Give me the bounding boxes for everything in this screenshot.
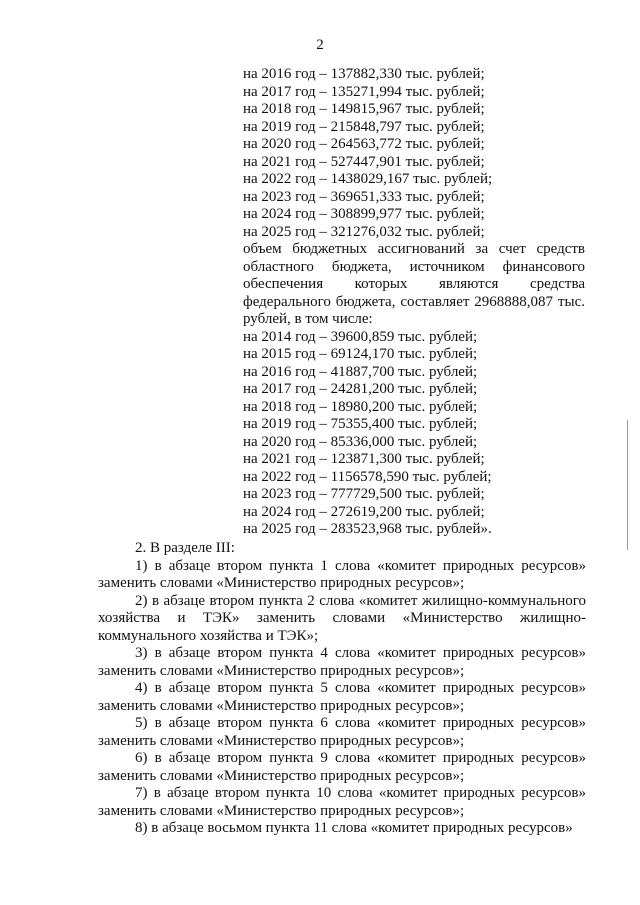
budget-line: на 2020 год – 85336,000 тыс. рублей; [243, 433, 478, 450]
budget-line: на 2023 год – 369651,333 тыс. рублей; [243, 188, 485, 205]
amendment-item: 3) в абзаце втором пункта 4 слова «комитет природных ресурсов» заменить словами «Министерство природных ресурсов»; [98, 645, 586, 679]
scan-margin-line [627, 420, 628, 550]
budget-line: на 2022 год – 1156578,590 тыс. рублей; [243, 468, 492, 485]
budget-line: на 2023 год – 777729,500 тыс. рублей; [243, 486, 485, 502]
amendment-item: 7) в абзаце втором пункта 10 слова «комитет природных ресурсов» заменить словами «Министерство природных ресурсов»; [98, 785, 586, 819]
section-heading: 2. В разделе III: [135, 540, 235, 556]
budget-line: на 2021 год – 123871,300 тыс. рублей; [243, 451, 485, 467]
budget-allocation-list [243, 66, 585, 539]
budget-line: на 2022 год – 1438029,167 тыс. рублей; [243, 171, 493, 187]
budget-line: на 2017 год – 135271,994 тыс. рублей; [243, 83, 485, 100]
budget-line: на 2024 год – 272619,200 тыс. рублей; [243, 503, 485, 520]
budget-line: на 2019 год – 215848,797 тыс. рублей; [243, 118, 485, 135]
amendment-item: 8) в абзаце восьмом пункта 11 слова «комитет природных ресурсов» [135, 820, 573, 836]
budget-line: на 2016 год – 41887,700 тыс. рублей; [243, 363, 478, 380]
amendment-item: 2) в абзаце втором пункта 2 слова «комитет жилищно-коммунального хозяйства и ТЭК» заменить словами «Министерство жилищно-коммунального хозяйства и ТЭК»; [98, 592, 586, 644]
budget-line: на 2014 год – 39600,859 тыс. рублей; [243, 328, 478, 345]
budget-line: на 2018 год – 149815,967 тыс. рублей; [243, 101, 485, 117]
budget-line: на 2025 год – 283523,968 тыс. рублей». [243, 521, 492, 537]
amendment-item: 1) в абзаце втором пункта 1 слова «комитет природных ресурсов» заменить словами «Министерство природных ресурсов»; [98, 557, 586, 591]
budget-line: на 2021 год – 527447,901 тыс. рублей; [243, 153, 485, 170]
budget-line: на 2019 год – 75355,400 тыс. рублей; [243, 416, 478, 432]
budget-line: на 2016 год – 137882,330 тыс. рублей; [243, 66, 485, 82]
budget-line: на 2017 год – 24281,200 тыс. рублей; [243, 381, 478, 397]
amendment-item: 5) в абзаце втором пункта 6 слова «комитет природных ресурсов» заменить словами «Министерство природных ресурсов»; [98, 715, 586, 749]
budget-line: на 2015 год – 69124,170 тыс. рублей; [243, 346, 478, 362]
amendment-item: 6) в абзаце втором пункта 9 слова «комитет природных ресурсов» заменить словами «Министерство природных ресурсов»; [98, 750, 586, 784]
federal-budget-summary: объем бюджетных ассигнований за счет средств областного бюджета, источником финансового обеспечения которых являются средства федерального бюджета, составляет 2968888,087 тыс. рублей, в том числе: [243, 241, 585, 327]
section-three-amendments [98, 540, 586, 838]
page-number: 2 [316, 37, 324, 53]
amendment-item: 4) в абзаце втором пункта 5 слова «комитет природных ресурсов» заменить словами «Министерство природных ресурсов»; [98, 680, 586, 714]
budget-line: на 2020 год – 264563,772 тыс. рублей; [243, 136, 485, 152]
budget-line: на 2024 год – 308899,977 тыс. рублей; [243, 206, 485, 222]
budget-line: на 2025 год – 321276,032 тыс. рублей; [243, 223, 485, 240]
budget-line: на 2018 год – 18980,200 тыс. рублей; [243, 398, 478, 415]
